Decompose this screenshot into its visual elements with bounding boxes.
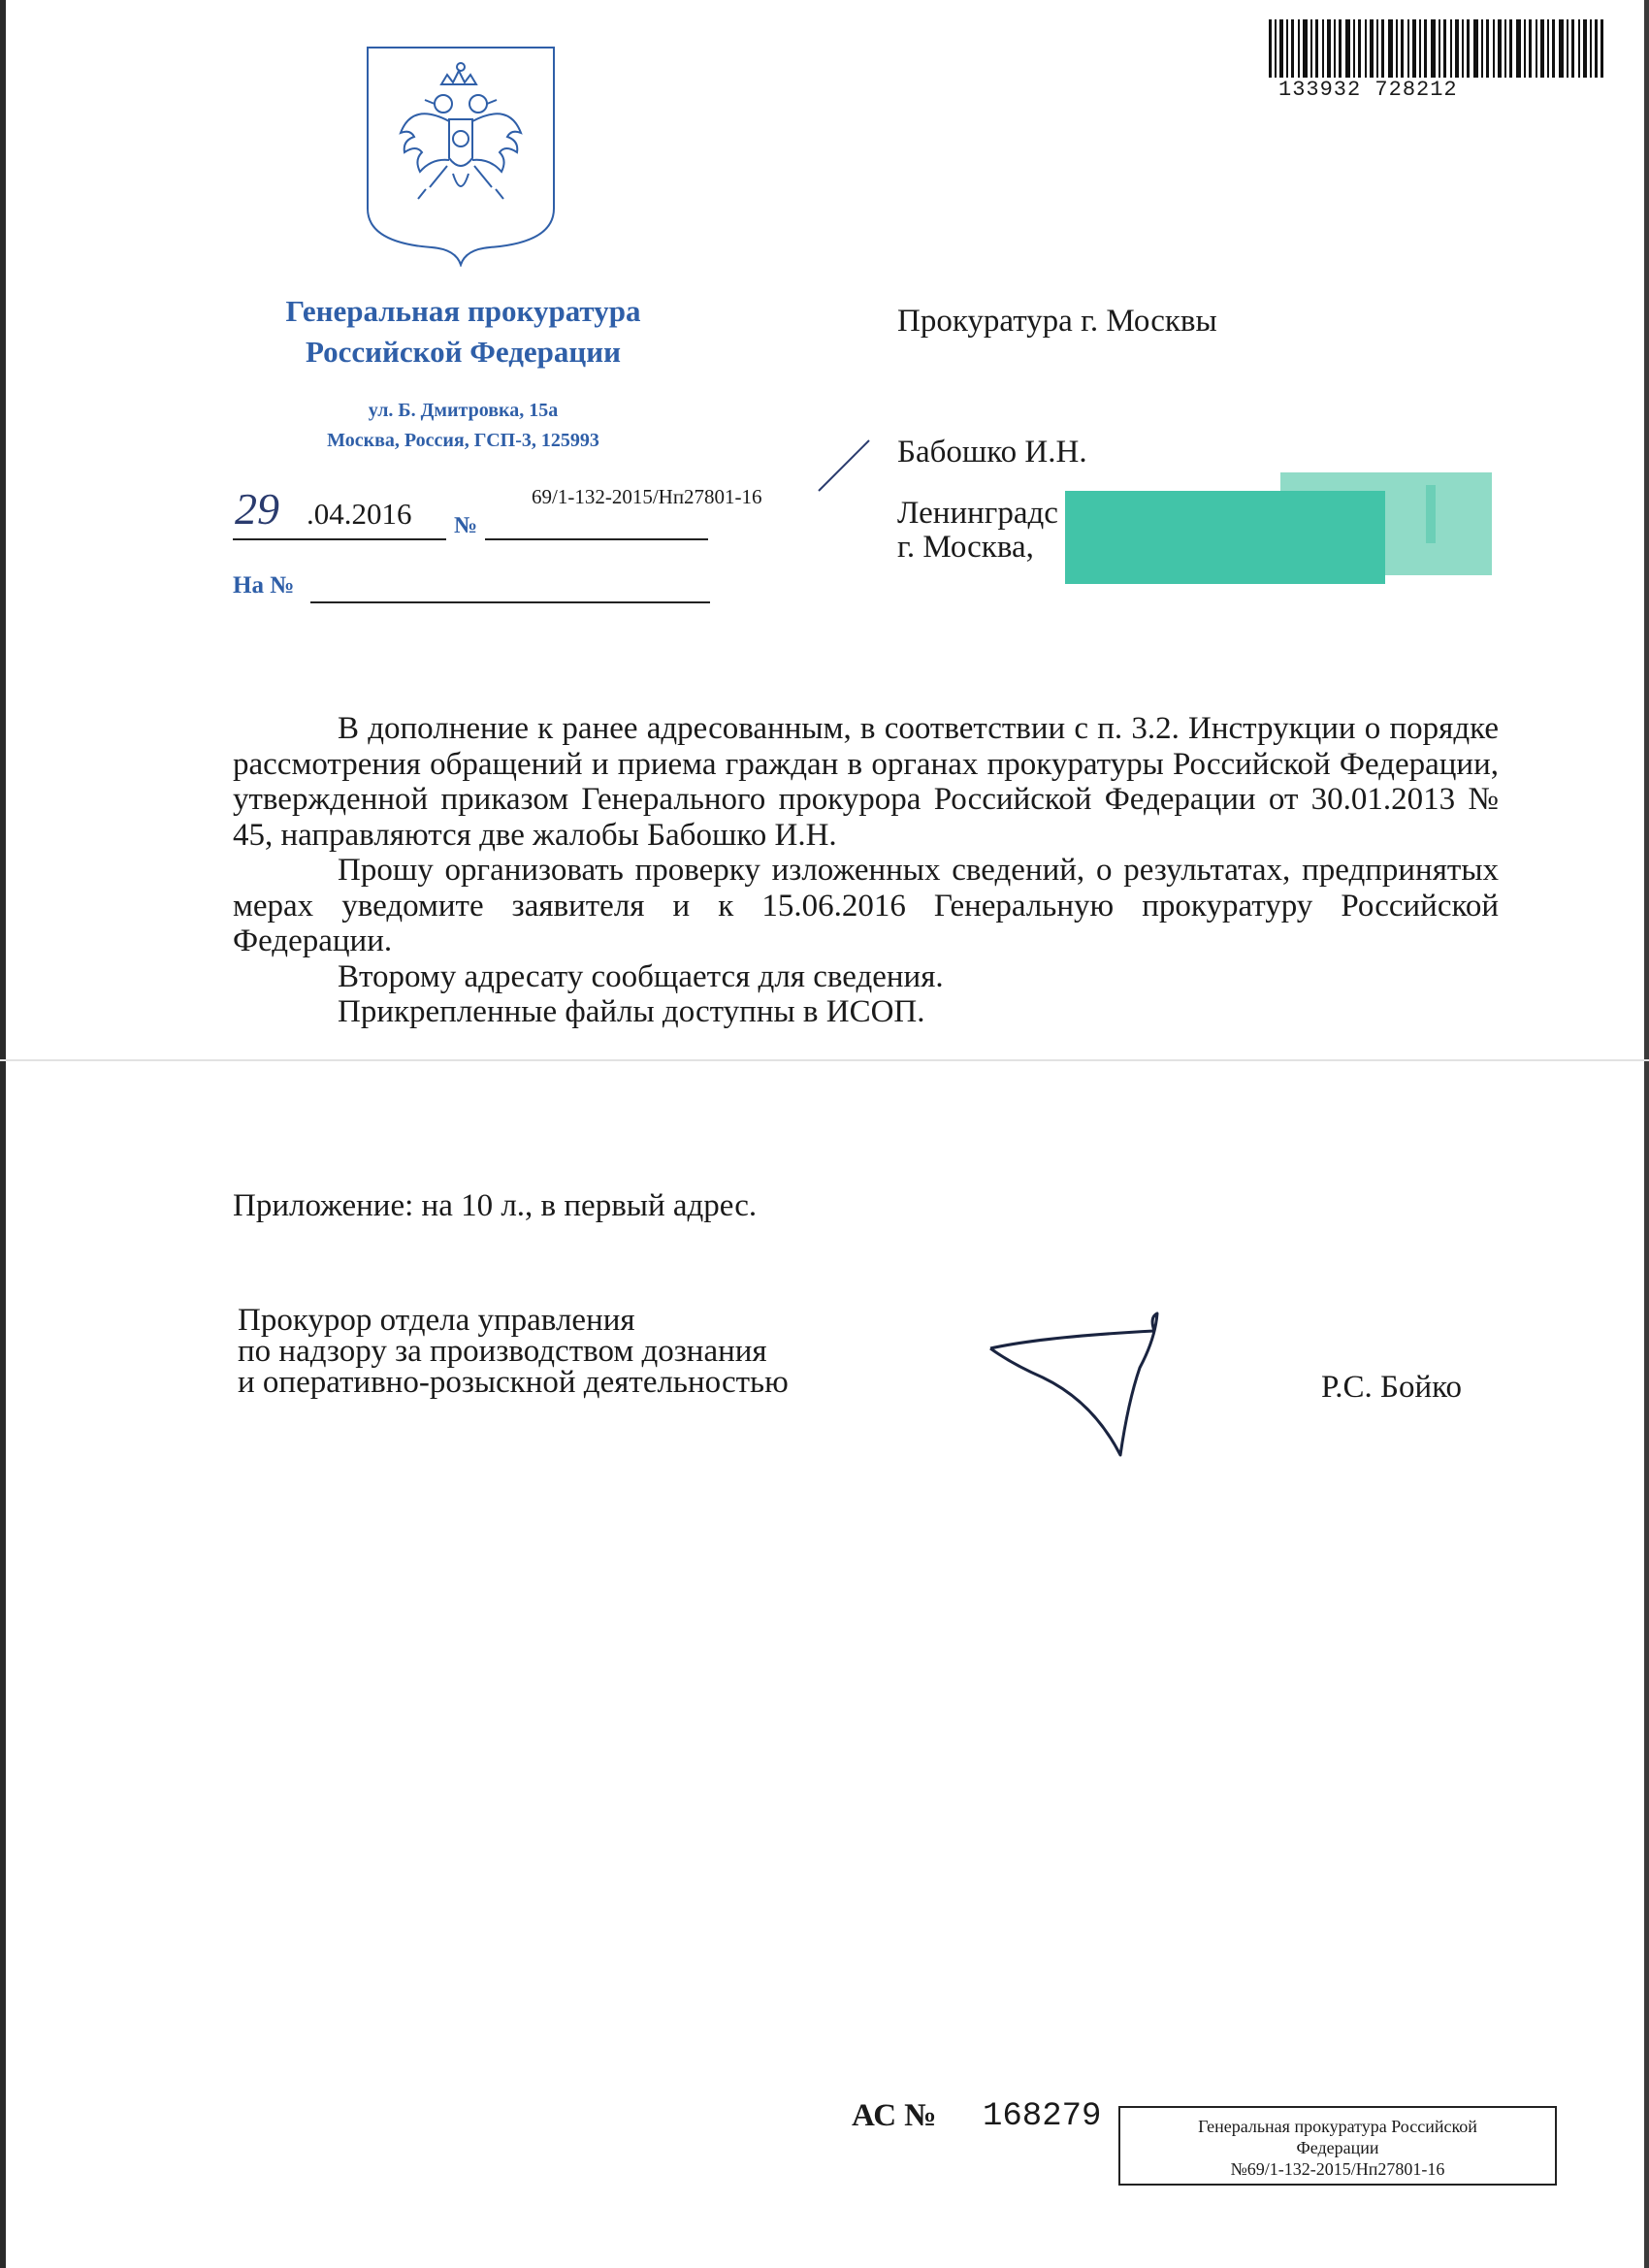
body-paragraph-1: В дополнение к ранее адресованным, в соответствии с п. 3.2. Инструкции о порядке рассмотрения обращений и приема граждан в органах прокуратуры Российской Федерации, утвержденной приказом Генерального прокурора Российской Федерации от 30.01.2013 № 45, направляются две жалобы Бабошко И.Н. xyxy=(233,711,1499,853)
organization-name-line2: Российской Федерации xyxy=(306,335,621,369)
stamp-line2: Федерации xyxy=(1296,2138,1379,2157)
ac-number: 168279 xyxy=(983,2098,1102,2135)
signer-position-line2: по надзору за производством дознания xyxy=(238,1334,767,1369)
body-paragraph-4: Прикрепленные файлы доступны в ИСОП. xyxy=(338,994,925,1029)
number-sign: № xyxy=(454,513,478,538)
pen-mark xyxy=(815,437,873,495)
redaction-block xyxy=(1065,491,1385,584)
scan-edge-left xyxy=(0,0,6,2268)
body-paragraph-3: Второму адресату сообщается для сведения. xyxy=(338,958,944,994)
paper-fold-line xyxy=(0,1059,1649,1061)
addressee-address xyxy=(897,497,1058,565)
letter-body xyxy=(233,711,1499,1030)
signer-position-line1: Прокурор отдела управления xyxy=(238,1303,635,1338)
signer-position xyxy=(238,1305,789,1398)
reply-to-label: На № xyxy=(233,572,295,599)
number-underline xyxy=(485,538,708,540)
date-month-year: .04.2016 xyxy=(307,497,412,531)
registration-number: 69/1-132-2015/Нп27801-16 xyxy=(532,485,762,508)
redaction-tape-edge xyxy=(1426,485,1436,543)
body-paragraph-2: Прошу организовать проверку изложенных сведений, о результатах, предпринятых мерах уведомите заявителя и к 15.06.2016 Генеральную прокуратуру Российской Федерации. xyxy=(233,853,1499,958)
date-underline xyxy=(233,538,446,540)
ac-number-label: АС № xyxy=(852,2098,937,2133)
address-line2: Москва, Россия, ГСП-3, 125993 xyxy=(327,430,599,451)
organization-name-line1: Генеральная прокуратура xyxy=(285,294,641,328)
signer-position-line3: и оперативно-розыскной деятельностью xyxy=(238,1365,789,1400)
addressee-prosecutor-moscow: Прокуратура г. Москвы xyxy=(897,304,1217,339)
stamp-line1: Генеральная прокуратура Российской xyxy=(1198,2117,1477,2136)
organization-name xyxy=(194,291,732,373)
barcode xyxy=(1269,19,1603,78)
addressee-street: Ленинградс xyxy=(897,496,1058,531)
barcode-number: 133932 728212 xyxy=(1278,78,1458,102)
scan-edge-right xyxy=(1644,0,1649,2268)
registration-stamp xyxy=(1118,2106,1557,2186)
stamp-line3: №69/1-132-2015/Нп27801-16 xyxy=(1230,2159,1445,2179)
addressee-city: г. Москва, xyxy=(897,530,1034,565)
signer-name: Р.С. Бойко xyxy=(1321,1370,1462,1405)
handwritten-date-day: 29 xyxy=(235,484,279,534)
reply-to-underline xyxy=(310,601,710,603)
address-line1: ул. Б. Дмитровка, 15а xyxy=(368,400,559,421)
addressee-name: Бабошко И.Н. xyxy=(897,435,1087,470)
handwritten-signature xyxy=(985,1310,1179,1465)
appendix-note: Приложение: на 10 л., в первый адрес. xyxy=(233,1188,758,1223)
coat-of-arms-emblem xyxy=(364,44,558,267)
organization-address xyxy=(194,396,732,456)
